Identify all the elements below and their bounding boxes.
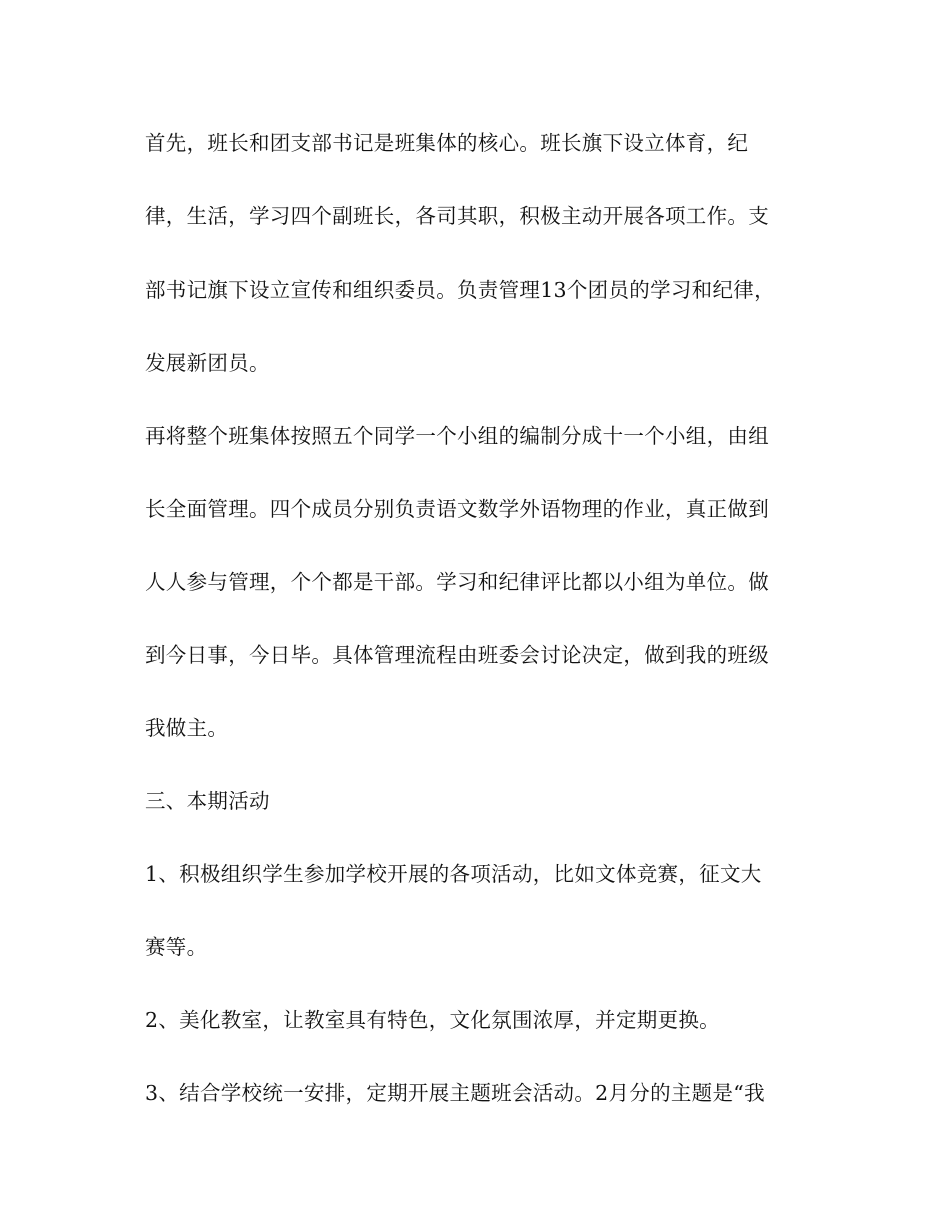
text-line-13: 2、美化教室，让教室具有特色，文化氛围浓厚，并定期更换。 — [145, 1008, 720, 1032]
text-line-6: 长全面管理。四个成员分别负责语文数学外语物理的作业，真正做到 — [145, 497, 769, 521]
text-line-11: 1、积极组织学生参加学校开展的各项活动，比如文体竞赛，征文大 — [145, 862, 762, 886]
text-line-8: 到今日事，今日毕。具体管理流程由班委会讨论决定，做到我的班级 — [145, 643, 769, 667]
section-heading: 三、本期活动 — [145, 789, 270, 813]
text-line-14: 3、结合学校统一安排，定期开展主题班会活动。2月分的主题是“我 — [145, 1081, 765, 1105]
text-line-5: 再将整个班集体按照五个同学一个小组的编制分成十一个小组，由组 — [145, 424, 769, 448]
text-line-2: 律，生活，学习四个副班长，各司其职，积极主动开展各项工作。支 — [145, 204, 769, 228]
text-line-9: 我做主。 — [145, 716, 229, 740]
text-line-12: 赛等。 — [145, 935, 208, 959]
text-line-4: 发展新团员。 — [145, 351, 270, 375]
text-line-3: 部书记旗下设立宣传和组织委员。负责管理13个团员的学习和纪律， — [145, 278, 775, 302]
text-line-1: 首先，班长和团支部书记是班集体的核心。班长旗下设立体育，纪 — [145, 131, 749, 155]
text-line-7: 人人参与管理，个个都是干部。学习和纪律评比都以小组为单位。做 — [145, 570, 769, 594]
